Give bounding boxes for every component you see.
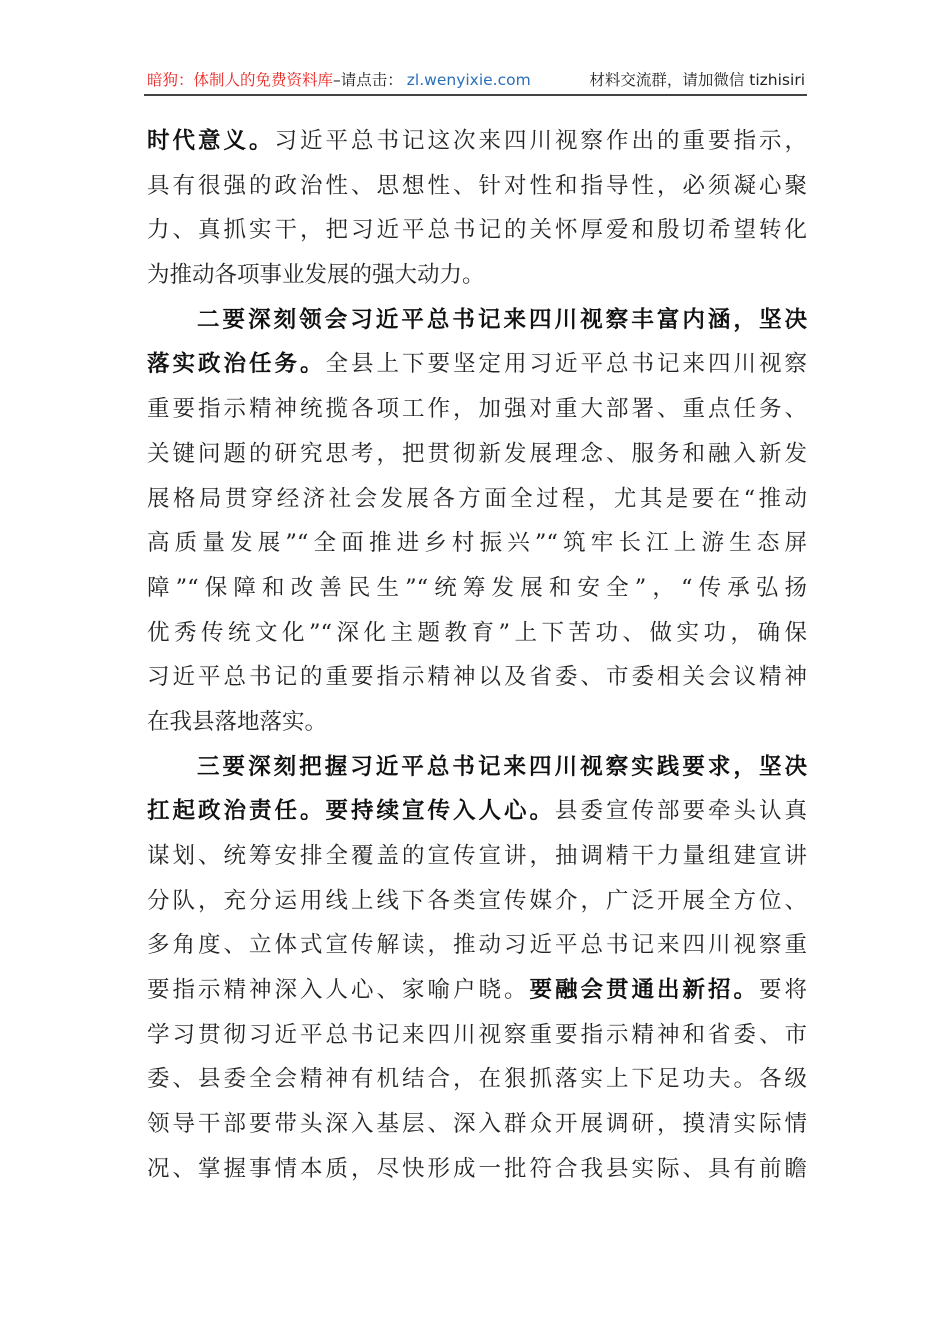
body-text: 关键问题的研究思考，把贯彻新发展理念、服务和融入新发 [147, 440, 807, 467]
text-line [147, 298, 807, 343]
body-text: 为推动各项事业发展的强大动力。 [147, 262, 485, 289]
text-line [147, 700, 807, 745]
text-line [147, 387, 807, 432]
body-text: 谋划、统筹安排全覆盖的宣传宣讲，抽调精干力量组建宣讲 [147, 843, 807, 869]
text-line [147, 834, 807, 879]
text-line [147, 566, 807, 611]
bold-text: 时代意义。 [147, 128, 275, 154]
text-line [147, 923, 807, 968]
body-text: 要指示精神深入人心、家喻户晓。 [147, 977, 530, 1004]
text-line [147, 164, 807, 209]
body-text: 学习贯彻习近平总书记来四川视察重要指示精神和省委、市 [147, 1021, 807, 1048]
body-text: 全县上下要坚定用习近平总书记来四川视察 [325, 351, 807, 378]
text-line [147, 521, 807, 566]
body-text: 县委宣传部要牵头认真 [554, 798, 807, 825]
bold-text: 落实政治任务。 [147, 351, 326, 378]
text-line [147, 432, 807, 477]
text-line [147, 1147, 807, 1192]
body-text: 优秀传统文化”“深化主题教育”上下苦功、做实功，确保 [147, 619, 807, 646]
body-text: 展格局贯穿经济社会发展各方面全过程，尤其是要在“推动 [147, 485, 807, 512]
text-line [147, 655, 807, 700]
document-body [147, 119, 807, 1192]
body-text: 具有很强的政治性、思想性、针对性和指导性，必须凝心聚 [147, 172, 807, 199]
text-line [147, 968, 807, 1013]
body-text: 领导干部要带头深入基层、深入群众开展调研，摸清实际情 [147, 1111, 807, 1138]
text-line [147, 879, 807, 924]
bold-text: 二要深刻领会习近平总书记来四川视察丰富内涵，坚决 [197, 306, 807, 333]
body-text: 况、掌握事情本质，尽快形成一批符合我县实际、具有前瞻 [147, 1155, 807, 1182]
header-prompt: –请点击： [333, 71, 403, 89]
body-text: 分队，充分运用线上线下各类宣传媒介，广泛开展全方位、 [147, 887, 807, 914]
text-line [147, 789, 807, 834]
text-line [147, 1057, 807, 1102]
page-header [147, 68, 805, 92]
header-brand: 暗狗：体制人的免费资料库 [147, 71, 334, 89]
text-line [147, 119, 807, 164]
text-line [147, 1102, 807, 1147]
body-text: 委、县委全会精神有机结合，在狠抓落实上下足功夫。各级 [147, 1066, 807, 1093]
body-text: 要将 [758, 977, 807, 1004]
body-text: 力、真抓实干，把习近平总书记的关怀厚爱和殷切希望转化 [147, 217, 807, 244]
bold-text: 三要深刻把握习近平总书记来四川视察实践要求，坚决 [197, 753, 807, 780]
header-link[interactable]: zl.wenyixie.com [406, 71, 531, 89]
body-text: 多角度、立体式宣传解读，推动习近平总书记来四川视察重 [147, 932, 807, 959]
body-text: 习近平总书记这次来四川视察作出的重要指示， [274, 128, 807, 154]
bold-text: 要融会贯通出新招。 [529, 977, 759, 1004]
text-line [147, 342, 807, 387]
bold-text: 扛起政治责任。要持续宣传入人心。 [147, 798, 555, 825]
body-text: 高质量发展”“全面推进乡村振兴”“筑牢长江上游生态屏 [147, 530, 807, 557]
body-text: 在我县落地落实。 [147, 708, 328, 735]
body-text: 习近平总书记的重要指示精神以及省委、市委相关会议精神 [147, 664, 807, 691]
text-line [147, 1013, 807, 1058]
text-line [147, 208, 807, 253]
header-divider [144, 94, 807, 96]
text-line [147, 745, 807, 790]
text-line [147, 253, 807, 298]
text-line [147, 477, 807, 522]
text-line [147, 611, 807, 656]
body-text: 重要指示精神统揽各项工作，加强对重大部署、重点任务、 [147, 396, 807, 423]
body-text: 障”“保障和改善民生”“统筹发展和安全”，“传承弘扬 [147, 574, 807, 601]
header-contact: 材料交流群，请加微信 tizhisiri [589, 71, 805, 89]
